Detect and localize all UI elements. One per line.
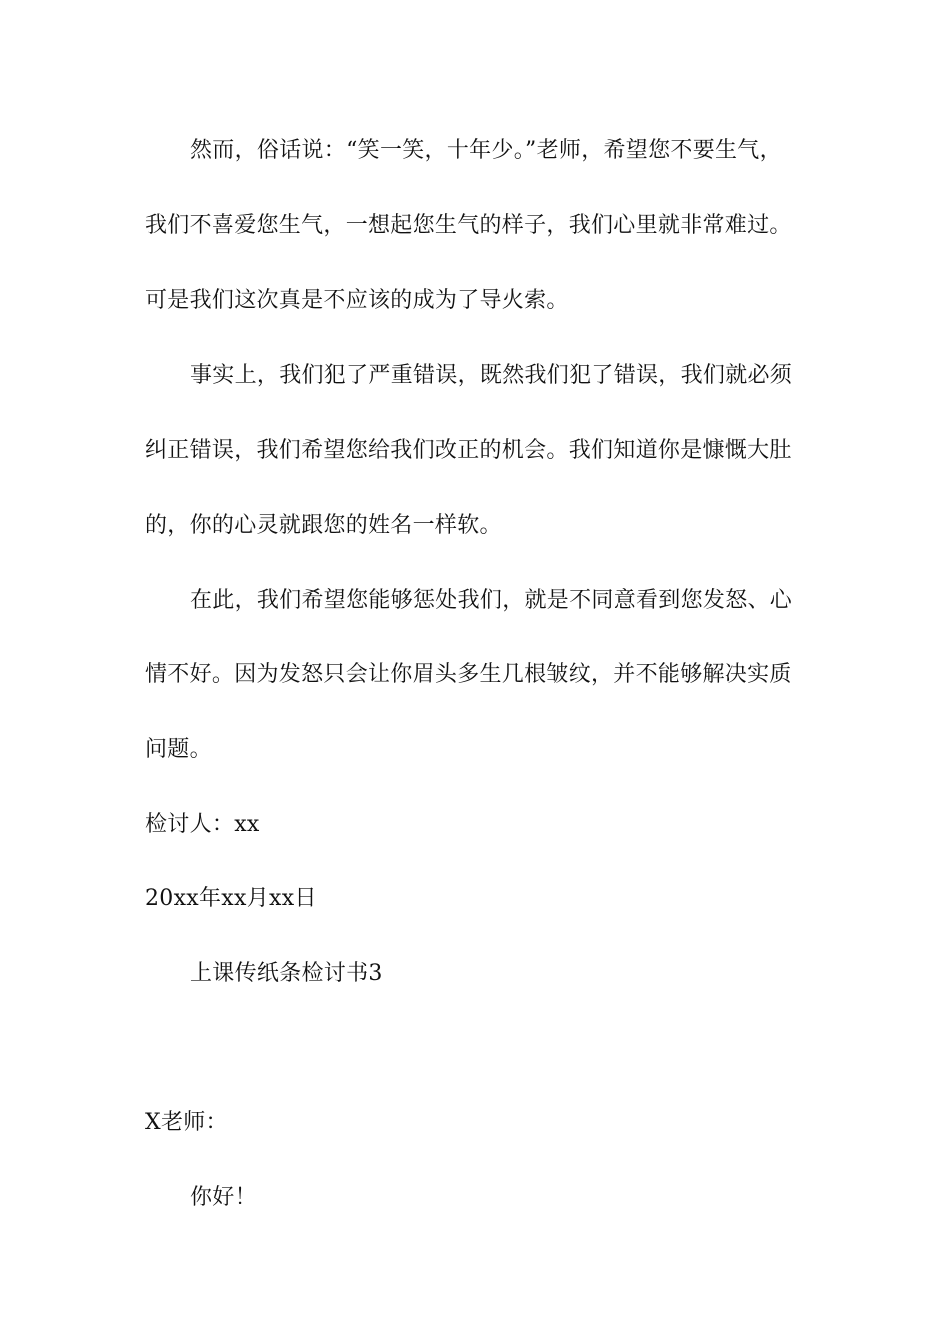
paragraph-3-line-2: 情不好。因为发怒只会让你眉头多生几根皱纹，并不能够解决实质 — [145, 662, 792, 687]
greeting: 你好！ — [190, 1185, 257, 1210]
section-title: 上课传纸条检讨书3 — [190, 961, 383, 986]
paragraph-2-line-1: 事实上，我们犯了严重错误，既然我们犯了错误，我们就必须 — [190, 363, 793, 388]
paragraph-2-line-3: 的，你的心灵就跟您的姓名一样软。 — [145, 513, 502, 538]
paragraph-1-line-3: 可是我们这次真是不应该的成为了导火索。 — [145, 288, 569, 313]
paragraph-3-line-3: 问题。 — [145, 737, 212, 762]
salutation: X老师： — [145, 1110, 228, 1135]
paragraph-1-line-1: 然而，俗话说：“笑一笑，十年少。”老师，希望您不要生气， — [190, 138, 782, 163]
paragraph-1-line-2: 我们不喜爱您生气，一想起您生气的样子，我们心里就非常难过。 — [145, 213, 792, 238]
paragraph-3-line-1: 在此，我们希望您能够惩处我们，就是不同意看到您发怒、心 — [190, 588, 793, 613]
signature-author: 检讨人：xx — [145, 812, 260, 837]
signature-date: 20xx年xx月xx日 — [145, 886, 317, 911]
paragraph-2-line-2: 纠正错误，我们希望您给我们改正的机会。我们知道你是慷慨大肚 — [145, 438, 792, 463]
